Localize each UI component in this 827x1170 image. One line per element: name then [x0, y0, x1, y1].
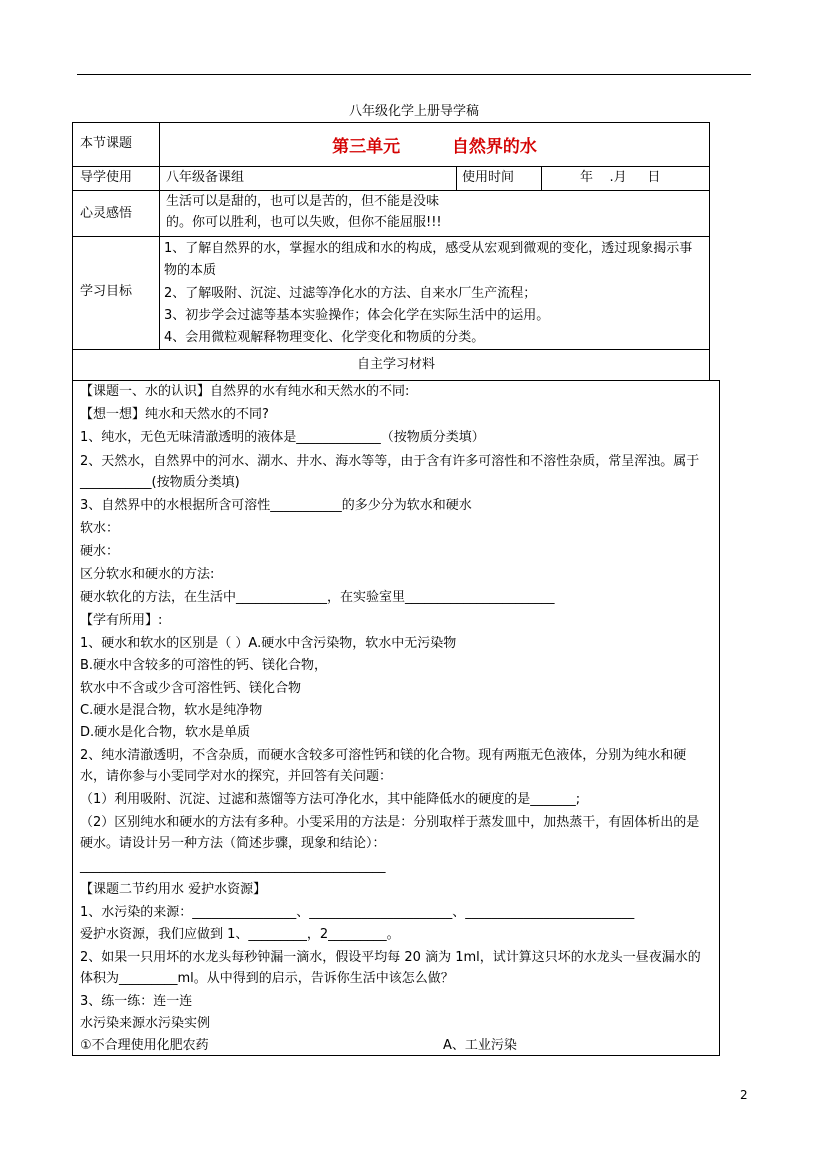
title-unit: 第三单元	[332, 137, 401, 157]
header-rule	[77, 74, 751, 75]
reflection-line2: 的。你可以胜利，也可以失败，但你不能屈服!!!	[166, 215, 442, 230]
usage-label: 导学使用	[80, 170, 133, 185]
question-line: 2、如果一只用坏的水龙头每秒钟漏一滴水，假设平均每 20 滴为 1ml，试计算这只坏的水龙头一昼夜漏水的体积为_________ml。从中得到的启示，告诉你生活中该怎么做？	[80, 950, 701, 986]
option-c: C.硬水是混合物，软水是纯净物	[80, 703, 263, 718]
question-line: （2）区别纯水和硬水的方法有多种。小雯采用的方法是：分别取样于蒸发皿中，加热蒸干，有固体析出的是硬水。请设计另一种方法（简述步骤，现象和结论）：	[80, 815, 700, 851]
question-line: 1、纯水，无色无味清澈透明的液体是_____________（按物质分类填）	[80, 430, 485, 445]
question-line: 2、天然水，自然界中的河水、湖水、井水、海水等等，由于含有许多可溶性和不溶性杂质，常呈浑浊。属于___________(按物质分类填)	[80, 454, 700, 490]
question-line: 1、水污染的来源：________________、______________________、__________________________	[80, 905, 635, 920]
table-border-left	[72, 122, 73, 1056]
date-value: 年 .月 日	[580, 170, 661, 185]
table-row-divider	[72, 190, 710, 191]
exercise-item: ①不合理使用化肥农药	[80, 1038, 209, 1053]
content-border-right	[719, 380, 720, 1056]
soft-water-label: 软水：	[80, 521, 120, 536]
distinguish-label: 区分软水和硬水的方法:	[80, 567, 215, 582]
table-row-divider	[72, 349, 710, 350]
time-label: 使用时间	[462, 170, 515, 185]
goal-item: 4、会用微粒观解释物理变化、化学变化和物质的分类。	[164, 330, 485, 345]
softening-line: 硬水软化的方法，在生活中______________，在实验室里_______________________	[80, 590, 555, 605]
time-label-divider-right	[541, 166, 542, 190]
topic2-heading: 【课题二节约用水 爱护水资源】	[80, 882, 267, 897]
exercise-match: A、工业污染	[443, 1038, 517, 1053]
table-border-right	[709, 122, 710, 380]
goal-item: 3、初步学会过滤等基本实验操作；体会化学在实际生活中的运用。	[164, 308, 550, 323]
topic1-heading: 【课题一、水的认识】自然界的水有纯水和天然水的不同:	[80, 384, 410, 399]
title-topic: 自然界的水	[451, 137, 537, 157]
table-row-divider	[72, 166, 710, 167]
question-line: （1）利用吸附、沉淀、过滤和蒸馏等方法可净化水，其中能降低水的硬度的是_______;	[80, 792, 581, 807]
question-line: 3、自然界中的水根据所含可溶性___________的多少分为软水和硬水	[80, 498, 472, 513]
section-label: 自主学习材料	[356, 357, 435, 372]
exercise-heading: 3、练一练：连一连	[80, 994, 193, 1009]
time-label-divider-left	[456, 166, 457, 190]
think-heading: 【想一想】纯水和天然水的不同?	[80, 407, 269, 422]
table-border-top	[72, 122, 710, 123]
lesson-title	[160, 132, 709, 157]
hard-water-label: 硬水：	[80, 544, 120, 559]
page-number: 2	[740, 1088, 748, 1102]
question-line: 爱护水资源，我们应做到 1、_________，2_________。	[80, 927, 400, 942]
reflection-label: 心灵感悟	[80, 206, 133, 221]
table-row-divider	[72, 236, 710, 237]
goal-item: 1、了解自然界的水，掌握水的组成和水的构成，感受从宏观到微观的变化，透过现象揭示事物的本质	[164, 241, 693, 278]
question-line: 2、纯水清澈透明，不含杂质，而硬水含较多可溶性钙和镁的化合物。现有两瓶无色液体，分别为纯水和硬水，请你参与小雯同学对水的探究，并回答有关问题：	[80, 748, 687, 784]
page-header: 八年级化学上册导学稿	[348, 104, 479, 119]
option-b: B.硬水中含较多的可溶性的钙、镁化合物，	[80, 658, 328, 673]
goal-item: 2、了解吸附、沉淀、过滤等净化水的方法、自来水厂生产流程；	[164, 286, 537, 301]
option-b-cont: 软水中不含或少含可溶性钙、镁化合物	[80, 681, 302, 696]
usage-group: 八年级备课组	[166, 170, 245, 185]
option-d: D.硬水是化合物，软水是单质	[80, 725, 251, 740]
answer-blank: _______________________________________________	[80, 859, 386, 874]
apply-heading: 【学有所用】:	[80, 613, 163, 628]
goals-label: 学习目标	[80, 284, 133, 299]
topic-label: 本节课题	[80, 136, 133, 151]
exercise-columns: 水污染来源水污染实例	[80, 1016, 211, 1031]
question-line: 1、硬水和软水的区别是（ ）A.硬水中含污染物，软水中无污染物	[80, 636, 457, 651]
table-row-divider	[72, 380, 720, 381]
reflection-line1: 生活可以是甜的，也可以是苦的，但不能是没味	[166, 194, 440, 209]
